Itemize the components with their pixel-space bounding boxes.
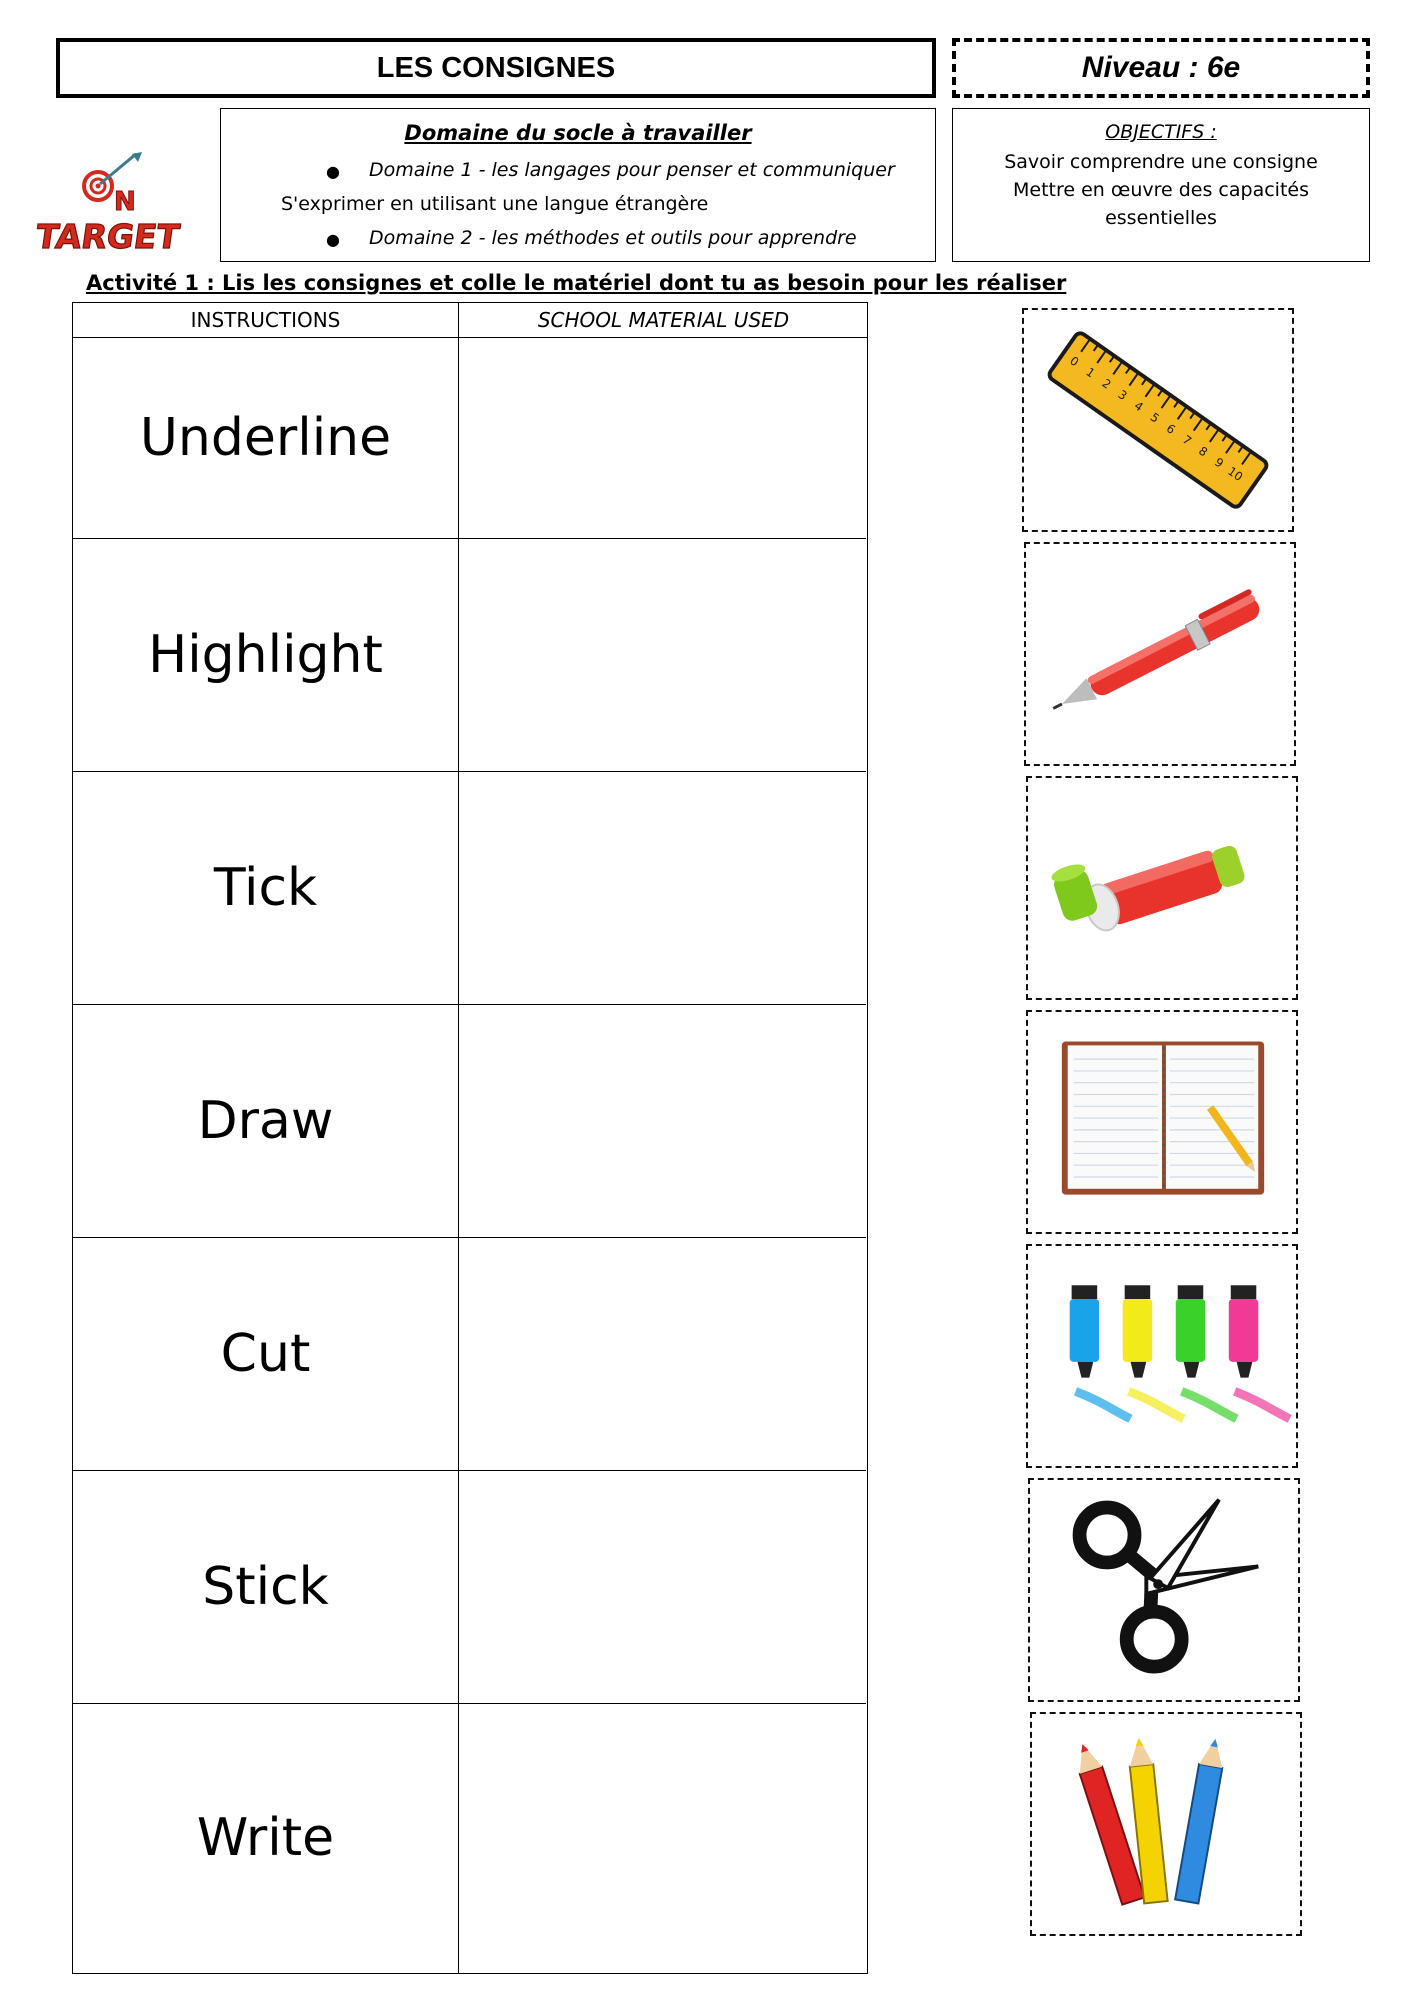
- instruction-word: Write: [196, 1808, 335, 1868]
- card-pen[interactable]: [1024, 542, 1296, 766]
- ruler-number: 0: [1067, 353, 1082, 370]
- domain-line-2: Domaine 2 - les méthodes et outils pour apprendre: [369, 227, 857, 249]
- objectives-box: [952, 108, 1370, 262]
- pen-icon: [1026, 544, 1294, 764]
- header-school-material: SCHOOL MATERIAL USED: [458, 303, 868, 338]
- ruler-number: 1: [1083, 364, 1098, 381]
- glue-stick-icon: [1028, 778, 1296, 998]
- material-drop-cell[interactable]: [458, 338, 866, 538]
- table-row: [73, 1470, 866, 1704]
- table-row: [73, 771, 866, 1005]
- card-ruler[interactable]: [1022, 308, 1294, 532]
- objective-line: Savoir comprendre une consigne: [1004, 151, 1318, 173]
- domain-line-1: Domaine 1 - les langages pour penser et communiquer: [369, 159, 895, 181]
- bullet-icon: ●: [326, 162, 340, 181]
- card-highlighters[interactable]: [1026, 1244, 1298, 1468]
- worksheet-table: [72, 302, 868, 1974]
- level-label: Niveau : 6e: [952, 38, 1370, 98]
- instruction-word: Underline: [139, 408, 392, 468]
- ruler-number: 3: [1115, 387, 1130, 404]
- objective-line: Mettre en œuvre des capacités: [1013, 179, 1309, 201]
- ruler-number: 2: [1099, 376, 1114, 392]
- material-drop-cell[interactable]: [458, 1470, 866, 1703]
- highlighters-icon: [1028, 1246, 1296, 1466]
- page-title: LES CONSIGNES: [56, 38, 936, 98]
- ruler-number: 7: [1179, 432, 1195, 449]
- table-row: [73, 1004, 866, 1238]
- ruler-number: 4: [1131, 398, 1146, 415]
- objectives-title: OBJECTIFS :: [1105, 121, 1217, 143]
- ruler-number: 5: [1147, 409, 1162, 426]
- instruction-word: Highlight: [148, 624, 383, 685]
- instruction-word: Stick: [202, 1556, 329, 1617]
- svg-text:N: N: [114, 187, 136, 217]
- card-colored-pencils[interactable]: [1030, 1712, 1302, 1936]
- ruler-number: 10: [1225, 463, 1246, 485]
- header-instructions: INSTRUCTIONS: [73, 303, 458, 338]
- table-row: [73, 1703, 866, 1973]
- table-row: [73, 338, 866, 539]
- activity-instruction: Activité 1 : Lis les consignes et colle le matériel dont tu as besoin pour les réaliser: [86, 271, 1067, 295]
- ruler-number: 6: [1163, 421, 1179, 437]
- table-row: [73, 538, 866, 772]
- on-target-logo: [33, 152, 182, 268]
- ruler-number: 8: [1196, 443, 1211, 460]
- domain-box: [220, 108, 936, 262]
- notebook-pencil-icon: [1028, 1012, 1296, 1232]
- instruction-word: Tick: [213, 857, 318, 918]
- objective-line: essentielles: [1105, 207, 1217, 229]
- ruler-number: 9: [1212, 454, 1227, 471]
- table-row: [73, 1237, 866, 1471]
- material-drop-cell[interactable]: [458, 1004, 866, 1237]
- material-drop-cell[interactable]: [458, 538, 866, 771]
- bullet-icon: ●: [326, 230, 340, 249]
- material-drop-cell[interactable]: [458, 1237, 866, 1470]
- domain-title: Domaine du socle à travailler: [404, 121, 752, 145]
- material-drop-cell[interactable]: [458, 771, 866, 1004]
- domain-line-1b: S'exprimer en utilisant une langue étrangère: [281, 193, 709, 215]
- svg-text:TARGET: TARGET: [33, 217, 182, 256]
- scissors-icon: [1030, 1480, 1298, 1700]
- card-notebook[interactable]: [1026, 1010, 1298, 1234]
- card-scissors[interactable]: [1028, 1478, 1300, 1702]
- card-glue-stick[interactable]: [1026, 776, 1298, 1000]
- ruler-icon: [1024, 310, 1292, 530]
- instruction-word: Cut: [220, 1323, 311, 1384]
- material-drop-cell[interactable]: [458, 1703, 866, 1973]
- instruction-word: Draw: [197, 1090, 334, 1151]
- colored-pencils-icon: [1032, 1714, 1300, 1934]
